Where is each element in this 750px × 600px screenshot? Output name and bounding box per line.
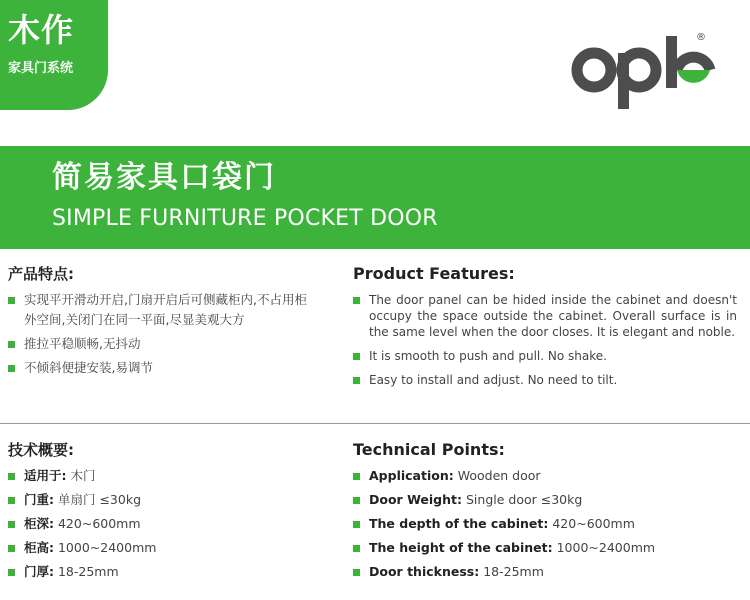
bullet-icon (353, 297, 360, 304)
list-item: 不倾斜便捷安装,易调节 (8, 358, 318, 378)
title-banner (0, 146, 750, 249)
section-divider (0, 423, 750, 424)
bullet-icon (353, 377, 360, 384)
bullet-icon (353, 353, 360, 360)
banner-title-en: SIMPLE FURNITURE POCKET DOOR (52, 206, 438, 231)
bullet-icon (8, 341, 15, 348)
features-heading-en: Product Features: (353, 264, 515, 283)
badge-title: 木作 (8, 11, 75, 49)
bullet-icon (8, 365, 15, 372)
bullet-icon (8, 473, 15, 480)
list-item: 门厚: 18-25mm (8, 562, 328, 586)
tech-heading-en: Technical Points: (353, 440, 505, 459)
list-item: The door panel can be hided inside the cabinet and doesn't occupy the space outside the cabinet. Overall surface is in the same level when the door closes. It is elegant and noble. (353, 292, 737, 340)
bullet-icon (8, 297, 15, 304)
bullet-icon (8, 569, 15, 576)
list-item: The depth of the cabinet: 420~600mm (353, 514, 737, 538)
features-list-cn (8, 290, 318, 378)
list-item: 实现平开滑动开启,门扇开启后可侧藏柜内,不占用柜外空间,关闭门在同一平面,尽显美观大方 (8, 290, 318, 330)
list-item: 推拉平稳顺畅,无抖动 (8, 334, 318, 354)
bullet-icon (353, 521, 360, 528)
bullet-icon (8, 497, 15, 504)
features-heading-cn: 产品特点: (8, 265, 74, 283)
tech-list-en (353, 466, 737, 586)
tech-list-cn (8, 466, 328, 586)
list-item: 柜高: 1000~2400mm (8, 538, 328, 562)
features-list-en (353, 292, 737, 388)
list-item: It is smooth to push and pull. No shake. (353, 348, 737, 364)
bullet-icon (8, 521, 15, 528)
bullet-icon (353, 545, 360, 552)
list-item: 柜深: 420~600mm (8, 514, 328, 538)
list-item: Easy to install and adjust. No need to tilt. (353, 372, 737, 388)
badge-subtitle: 家具门系统 (8, 61, 74, 76)
brand-badge (0, 0, 108, 110)
list-item: 门重: 单扇门 ≤30kg (8, 490, 328, 514)
list-item: Door thickness: 18-25mm (353, 562, 737, 586)
tech-heading-cn: 技术概要: (8, 441, 74, 459)
bullet-icon (353, 569, 360, 576)
list-item: Door Weight: Single door ≤30kg (353, 490, 737, 514)
bullet-icon (353, 497, 360, 504)
list-item: 适用于: 木门 (8, 466, 328, 490)
bullet-icon (8, 545, 15, 552)
banner-title-cn: 简易家具口袋门 (52, 160, 276, 195)
list-item: The height of the cabinet: 1000~2400mm (353, 538, 737, 562)
registered-mark: ® (696, 32, 706, 43)
list-item: Application: Wooden door (353, 466, 737, 490)
bullet-icon (353, 473, 360, 480)
